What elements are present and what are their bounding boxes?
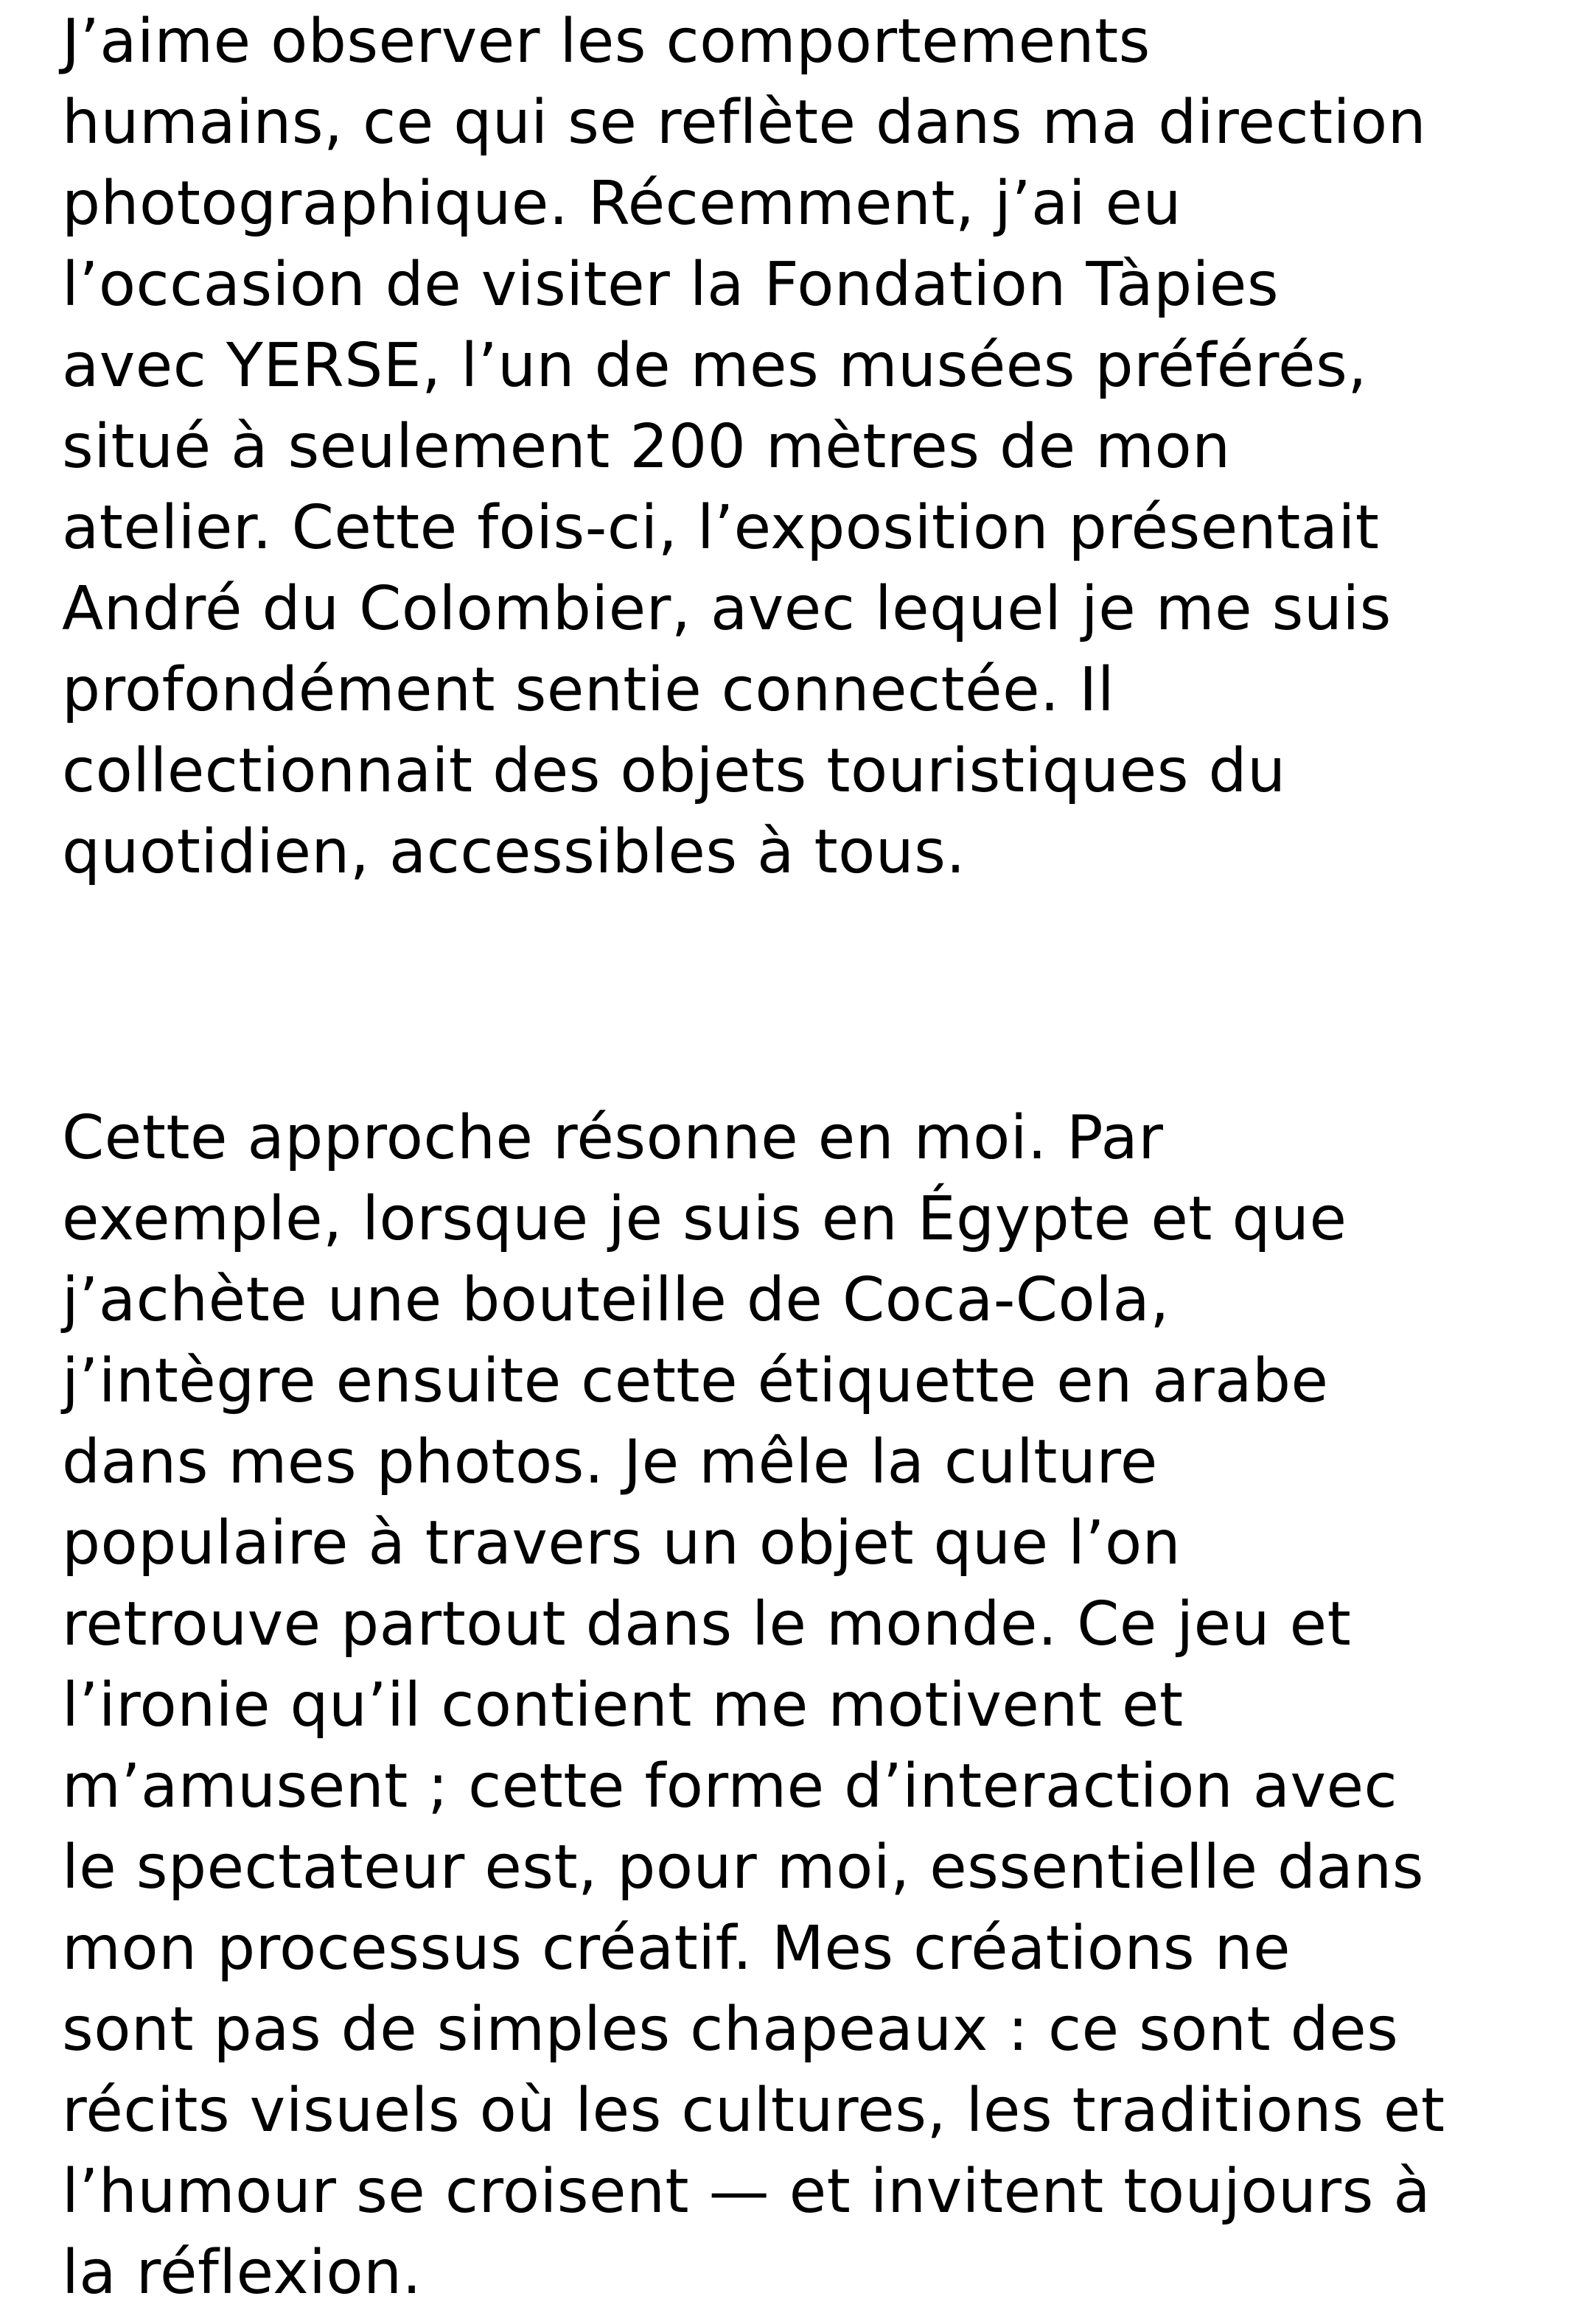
text-line: j’achète une bouteille de Coca-Cola, bbox=[62, 1265, 1170, 1335]
text-line: j’intègre ensuite cette étiquette en arabe bbox=[62, 1346, 1329, 1416]
text-line: avec YERSE, l’un de mes musées préférés, bbox=[62, 331, 1367, 401]
text-line: l’occasion de visiter la Fondation Tàpies bbox=[62, 250, 1280, 320]
text-line: collectionnait des objets touristiques du bbox=[62, 736, 1286, 806]
paragraph-1 bbox=[62, 1, 1426, 893]
text-line: l’ironie qu’il contient me motivent et bbox=[62, 1670, 1184, 1740]
text-line: situé à seulement 200 mètres de mon bbox=[62, 412, 1231, 482]
text-line: m’amusent ; cette forme d’interaction avec bbox=[62, 1751, 1398, 1821]
text-line: retrouve partout dans le monde. Ce jeu et bbox=[62, 1589, 1352, 1659]
text-line: Cette approche résonne en moi. Par bbox=[62, 1103, 1164, 1173]
text-line: André du Colombier, avec lequel je me suis bbox=[62, 574, 1392, 644]
text-line: populaire à travers un objet que l’on bbox=[62, 1508, 1182, 1578]
text-line: quotidien, accessibles à tous. bbox=[62, 817, 966, 887]
text-line: la réflexion. bbox=[62, 2238, 422, 2308]
text-line: photographique. Récemment, j’ai eu bbox=[62, 169, 1182, 239]
text-line: dans mes photos. Je mêle la culture bbox=[62, 1427, 1158, 1497]
text-line: sont pas de simples chapeaux : ce sont des bbox=[62, 1995, 1399, 2065]
text-line: profondément sentie connectée. Il bbox=[62, 655, 1115, 725]
paragraph-2 bbox=[62, 1098, 1445, 2314]
text-line: récits visuels où les cultures, les traditions et bbox=[62, 2076, 1445, 2146]
text-line: exemple, lorsque je suis en Égypte et que bbox=[62, 1184, 1347, 1254]
text-line: humains, ce qui se reflète dans ma direction bbox=[62, 88, 1427, 158]
text-line: mon processus créatif. Mes créations ne bbox=[62, 1914, 1291, 1984]
text-line: le spectateur est, pour moi, essentielle dans bbox=[62, 1833, 1425, 1903]
text-line: J’aime observer les comportements bbox=[62, 7, 1151, 77]
text-line: l’humour se croisent — et invitent toujours à bbox=[62, 2157, 1431, 2227]
text-line: atelier. Cette fois-ci, l’exposition présentait bbox=[62, 493, 1380, 563]
